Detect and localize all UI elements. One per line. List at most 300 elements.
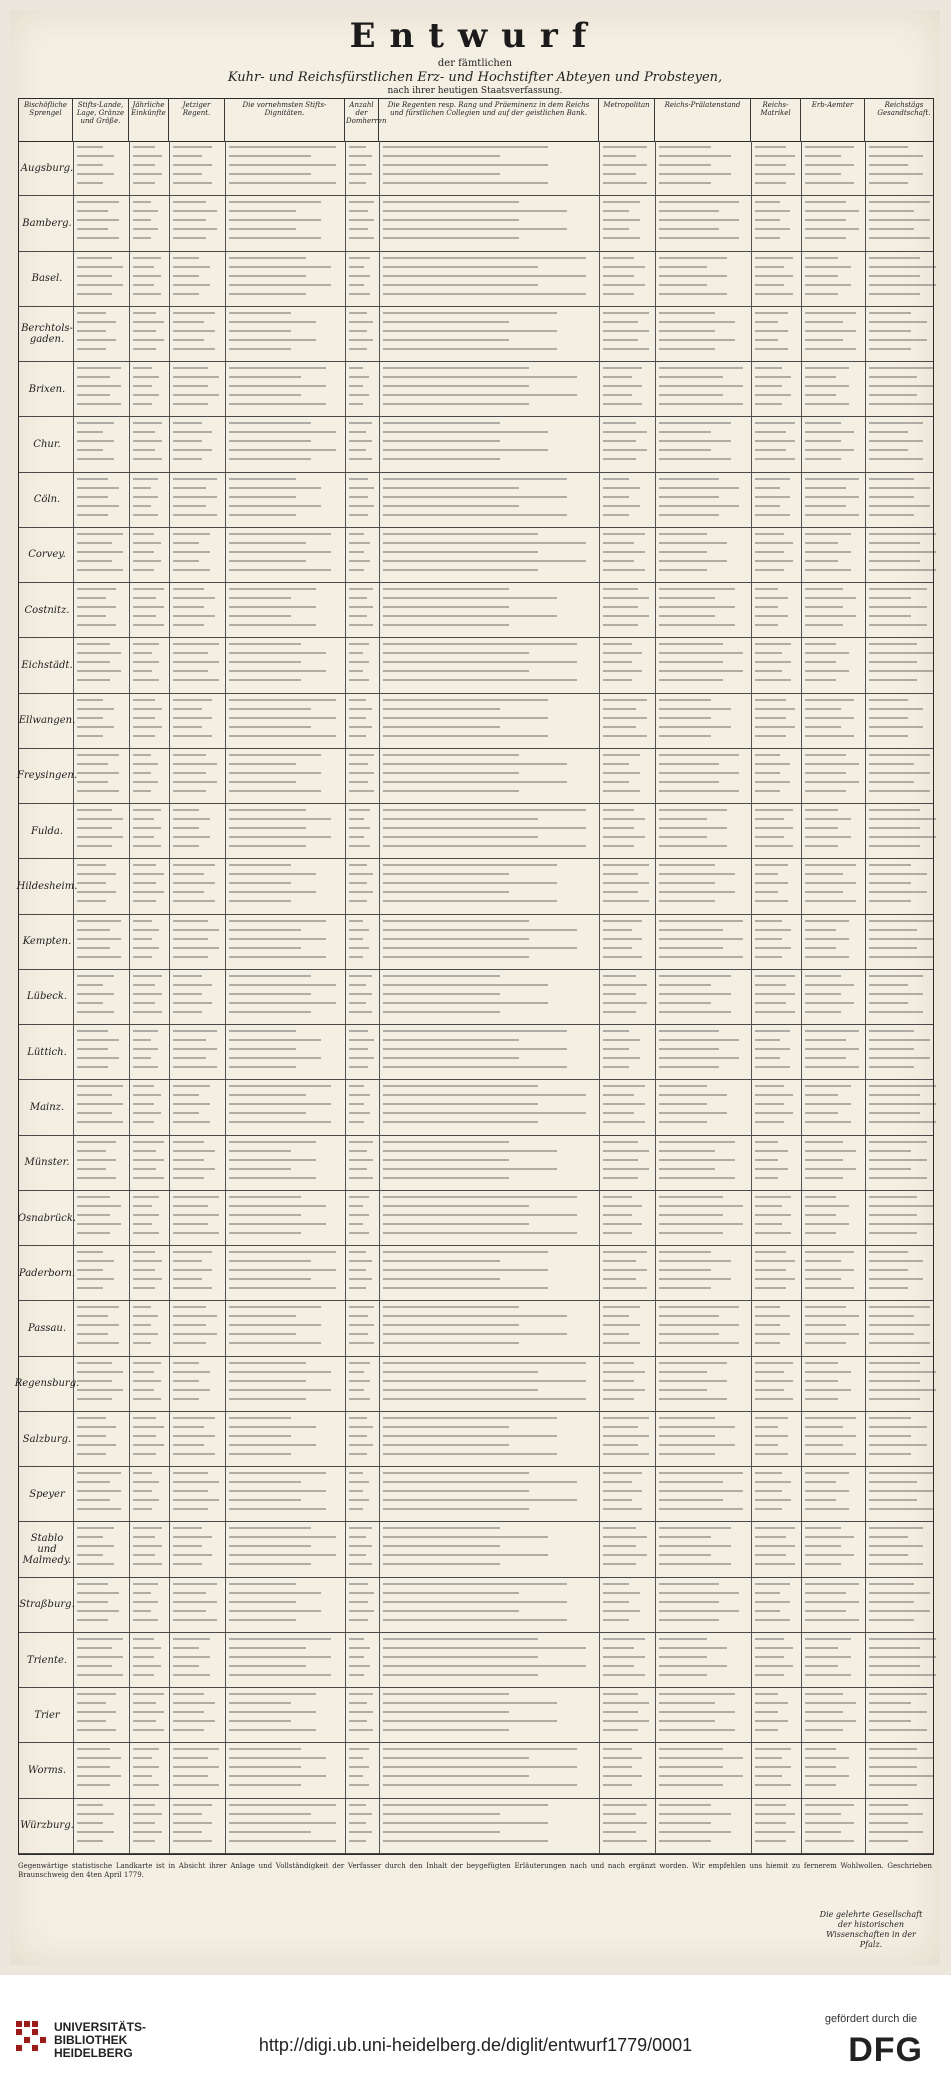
printed-text-line: [349, 661, 369, 663]
printed-text-line: [173, 542, 199, 544]
printed-text-line: [755, 533, 784, 535]
printed-text-line: [229, 1362, 306, 1364]
printed-text-line: [229, 1563, 311, 1565]
printed-text-line: [659, 1223, 743, 1225]
printed-text-line: [349, 1168, 367, 1170]
printed-text-line: [869, 1196, 917, 1198]
printed-text-line: [133, 1094, 161, 1096]
printed-text-line: [659, 1840, 711, 1842]
printed-text-line: [229, 588, 316, 590]
printed-text-line: [805, 182, 854, 184]
printed-text-line: [869, 1748, 917, 1750]
printed-text-line: [349, 542, 370, 544]
printed-text-line: [755, 1066, 790, 1068]
printed-text-line: [869, 1205, 933, 1207]
printed-text-line: [805, 900, 856, 902]
printed-text-line: [805, 1251, 854, 1253]
printed-text-line: [173, 487, 206, 489]
printed-text-line: [77, 1287, 103, 1289]
printed-text-line: [383, 1472, 529, 1474]
printed-text-line: [383, 1563, 500, 1565]
printed-text-line: [659, 699, 711, 701]
printed-text-line: [133, 1619, 158, 1621]
printed-text-line: [755, 487, 780, 489]
printed-text-line: [603, 882, 649, 884]
printed-text-line: [173, 1840, 212, 1842]
printed-text-line: [229, 219, 321, 221]
printed-text-line: [755, 1638, 784, 1640]
printed-text-line: [869, 1647, 920, 1649]
printed-text-line: [173, 560, 199, 562]
printed-text-line: [659, 947, 723, 949]
printed-text-line: [229, 1656, 331, 1658]
printed-text-line: [133, 790, 151, 792]
printed-text-line: [869, 818, 936, 820]
printed-text-line: [229, 597, 291, 599]
printed-text-line: [229, 1729, 316, 1731]
printed-text-line: [805, 1472, 849, 1474]
printed-text-line: [805, 827, 838, 829]
printed-text-line: [659, 1287, 711, 1289]
printed-text-line: [229, 542, 306, 544]
printed-text-line: [603, 947, 632, 949]
printed-text-line: [805, 1278, 841, 1280]
printed-text-line: [349, 606, 373, 608]
printed-text-line: [229, 458, 311, 460]
printed-text-line: [349, 422, 372, 424]
printed-text-line: [805, 367, 849, 369]
printed-text-line: [805, 449, 854, 451]
printed-text-line: [659, 1729, 735, 1731]
printed-text-line: [869, 284, 936, 286]
printed-text-line: [869, 1121, 936, 1123]
printed-text-line: [805, 155, 841, 157]
printed-text-line: [659, 1536, 711, 1538]
printed-text-line: [869, 643, 917, 645]
printed-text-line: [869, 956, 933, 958]
printed-text-line: [755, 1702, 788, 1704]
printed-text-line: [869, 1232, 917, 1234]
printed-text-line: [133, 1499, 159, 1501]
printed-text-line: [229, 1398, 306, 1400]
printed-text-line: [77, 1490, 121, 1492]
printed-text-line: [869, 772, 930, 774]
printed-text-line: [77, 155, 114, 157]
printed-text-line: [603, 1674, 645, 1676]
printed-text-line: [603, 1583, 629, 1585]
printed-text-line: [869, 615, 911, 617]
printed-text-line: [659, 624, 735, 626]
printed-text-line: [383, 1784, 577, 1786]
printed-text-line: [229, 1030, 296, 1032]
printed-text-line: [603, 1389, 645, 1391]
printed-text-line: [755, 330, 788, 332]
printed-text-line: [383, 146, 548, 148]
table-row: [19, 1578, 933, 1633]
row-stift-name: Würzburg.: [20, 1820, 74, 1832]
printed-text-line: [349, 1619, 368, 1621]
printed-text-line: [229, 1371, 331, 1373]
printed-text-line: [349, 1103, 364, 1105]
printed-text-line: [603, 1757, 642, 1759]
printed-text-line: [383, 643, 577, 645]
table-row: [19, 252, 933, 307]
printed-text-line: [383, 1536, 548, 1538]
printed-text-line: [77, 1508, 121, 1510]
signature: Die gelehrte Gesellschaft der historischen Wissenschaften in der Pfalz.: [819, 1910, 923, 1949]
printed-text-line: [173, 947, 219, 949]
printed-text-line: [173, 679, 219, 681]
printed-text-line: [603, 1214, 632, 1216]
printed-text-line: [755, 458, 795, 460]
table-row: [19, 638, 933, 693]
printed-text-line: [659, 487, 739, 489]
printed-text-line: [349, 1775, 363, 1777]
printed-text-line: [805, 1362, 838, 1364]
printed-text-line: [133, 1260, 162, 1262]
printed-text-line: [173, 1196, 219, 1198]
printed-text-line: [805, 376, 836, 378]
printed-text-line: [755, 790, 780, 792]
funding-note: gefördert durch die: [824, 2013, 918, 2025]
printed-text-line: [603, 449, 647, 451]
printed-text-line: [869, 836, 936, 838]
printed-text-line: [173, 1389, 210, 1391]
printed-text-line: [349, 1205, 363, 1207]
printed-text-line: [173, 182, 212, 184]
printed-text-line: [383, 1159, 509, 1161]
printed-text-line: [229, 864, 291, 866]
printed-text-line: [603, 790, 640, 792]
printed-text-line: [229, 1121, 331, 1123]
printed-text-line: [173, 1030, 217, 1032]
printed-text-line: [805, 1121, 851, 1123]
printed-text-line: [383, 1315, 567, 1317]
printed-text-line: [603, 818, 645, 820]
printed-text-line: [383, 1048, 567, 1050]
printed-text-line: [229, 228, 296, 230]
printed-text-line: [383, 1583, 567, 1585]
printed-text-line: [229, 348, 291, 350]
printed-text-line: [133, 1196, 159, 1198]
printed-text-line: [755, 1011, 795, 1013]
printed-text-line: [383, 624, 509, 626]
printed-text-line: [755, 1472, 782, 1474]
printed-text-line: [805, 818, 851, 820]
printed-text-line: [659, 1112, 727, 1114]
printed-text-line: [133, 836, 154, 838]
printed-text-line: [77, 1315, 108, 1317]
printed-text-line: [659, 1085, 707, 1087]
printed-text-line: [173, 1610, 206, 1612]
printed-text-line: [755, 542, 793, 544]
printed-text-line: [133, 708, 162, 710]
printed-text-line: [229, 1601, 296, 1603]
printed-text-line: [659, 1177, 735, 1179]
printed-text-line: [133, 1435, 156, 1437]
printed-text-line: [383, 440, 500, 442]
printed-text-line: [133, 1150, 156, 1152]
printed-text-line: [383, 487, 519, 489]
printed-text-line: [383, 1150, 557, 1152]
printed-text-line: [349, 1306, 374, 1308]
printed-text-line: [659, 1656, 707, 1658]
printed-text-line: [77, 1196, 110, 1198]
printed-text-line: [755, 1453, 788, 1455]
printed-text-line: [77, 533, 123, 535]
printed-text-line: [229, 201, 321, 203]
printed-text-line: [173, 1362, 199, 1364]
printed-text-line: [603, 1554, 647, 1556]
printed-text-line: [383, 376, 577, 378]
printed-text-line: [173, 505, 206, 507]
printed-text-line: [133, 891, 164, 893]
printed-text-line: [869, 1048, 914, 1050]
printed-text-line: [603, 864, 649, 866]
printed-text-line: [603, 478, 629, 480]
printed-text-line: [805, 1545, 841, 1547]
printed-text-line: [659, 1417, 715, 1419]
printed-text-line: [603, 1002, 647, 1004]
printed-text-line: [77, 606, 116, 608]
printed-text-line: [603, 321, 638, 323]
printed-text-line: [659, 1813, 731, 1815]
printed-text-line: [383, 182, 548, 184]
printed-text-line: [133, 929, 159, 931]
printed-text-line: [173, 652, 208, 654]
printed-text-line: [383, 478, 567, 480]
printed-text-line: [229, 1196, 301, 1198]
printed-text-line: [173, 1757, 208, 1759]
printed-text-line: [133, 781, 158, 783]
printed-text-line: [755, 661, 791, 663]
printed-text-line: [383, 882, 557, 884]
printed-text-line: [77, 275, 112, 277]
printed-text-line: [659, 1757, 743, 1759]
printed-text-line: [349, 1665, 370, 1667]
printed-text-line: [869, 1656, 936, 1658]
document-subtitle-1: der fämtlichen: [437, 58, 513, 69]
printed-text-line: [349, 891, 373, 893]
printed-text-line: [77, 560, 112, 562]
printed-text-line: [133, 478, 158, 480]
printed-text-line: [77, 1720, 106, 1722]
printed-text-line: [805, 1665, 838, 1667]
printed-text-line: [805, 1499, 836, 1501]
printed-text-line: [229, 1260, 311, 1262]
printed-text-line: [755, 339, 778, 341]
printed-text-line: [349, 1150, 367, 1152]
dfg-logo[interactable]: DFG: [848, 2031, 923, 2069]
printed-text-line: [133, 615, 156, 617]
printed-text-line: [77, 542, 112, 544]
printed-text-line: [349, 1527, 372, 1529]
printed-text-line: [229, 1287, 336, 1289]
printed-text-line: [349, 1398, 370, 1400]
printed-text-line: [383, 1066, 567, 1068]
printed-text-line: [77, 1444, 116, 1446]
printed-text-line: [383, 1822, 548, 1824]
logo-line-3: HEIDELBERG: [54, 2046, 133, 2060]
printed-text-line: [383, 1711, 509, 1713]
document-title: Entwurf: [349, 16, 601, 56]
printed-text-line: [603, 1223, 642, 1225]
printed-text-line: [133, 1426, 164, 1428]
row-stift-name: Paderborn.: [18, 1267, 76, 1279]
printed-text-line: [229, 284, 331, 286]
printed-text-line: [805, 1481, 836, 1483]
printed-text-line: [755, 284, 784, 286]
printed-text-line: [603, 1748, 632, 1750]
printed-text-line: [755, 1232, 791, 1234]
printed-text-line: [173, 624, 204, 626]
printed-text-line: [603, 1085, 645, 1087]
printed-text-line: [603, 1822, 647, 1824]
printed-text-line: [603, 708, 636, 710]
printed-text-line: [869, 1583, 914, 1585]
printed-text-line: [603, 1159, 638, 1161]
row-stift-name: Bamberg.: [22, 217, 72, 229]
printed-text-line: [229, 1481, 301, 1483]
printed-text-line: [383, 1693, 509, 1695]
printed-text-line: [805, 228, 859, 230]
printed-text-line: [755, 1527, 795, 1529]
row-stift-name: Berchtols-gaden.: [21, 322, 73, 345]
printed-text-line: [349, 339, 373, 341]
printed-text-line: [659, 1324, 739, 1326]
printed-text-line: [603, 1453, 649, 1455]
printed-text-line: [383, 615, 557, 617]
printed-text-line: [755, 1085, 784, 1087]
printed-text-line: [755, 173, 795, 175]
printed-text-line: [383, 1453, 557, 1455]
printed-text-line: [383, 1269, 548, 1271]
printed-text-line: [869, 376, 917, 378]
printed-text-line: [133, 1371, 154, 1373]
permalink-url[interactable]: http://digi.ub.uni-heidelberg.de/diglit/entwurf1779/0001: [258, 2035, 693, 2055]
printed-text-line: [869, 266, 936, 268]
printed-text-line: [229, 1766, 301, 1768]
printed-text-line: [349, 173, 372, 175]
printed-text-line: [603, 431, 647, 433]
printed-text-line: [77, 763, 108, 765]
printed-text-line: [659, 920, 743, 922]
table-row: [19, 749, 933, 804]
printed-text-line: [77, 1674, 123, 1676]
printed-text-line: [133, 1306, 151, 1308]
printed-text-line: [805, 920, 849, 922]
printed-text-line: [755, 624, 778, 626]
printed-text-line: [603, 643, 632, 645]
printed-text-line: [349, 1592, 374, 1594]
printed-text-line: [229, 1472, 326, 1474]
printed-text-line: [77, 1435, 106, 1437]
printed-text-line: [869, 1720, 911, 1722]
printed-text-line: [869, 975, 923, 977]
printed-text-line: [869, 1398, 920, 1400]
printed-text-line: [133, 1804, 155, 1806]
printed-text-line: [349, 1287, 366, 1289]
printed-text-line: [755, 643, 791, 645]
printed-text-line: [659, 1601, 719, 1603]
printed-text-line: [805, 1435, 856, 1437]
printed-text-line: [173, 818, 210, 820]
printed-text-line: [77, 219, 119, 221]
printed-text-line: [349, 679, 369, 681]
printed-text-line: [659, 929, 723, 931]
printed-text-line: [349, 1011, 372, 1013]
printed-text-line: [173, 1141, 204, 1143]
printed-text-line: [173, 836, 210, 838]
printed-text-line: [869, 1057, 930, 1059]
table-row: [19, 1799, 933, 1854]
printed-text-line: [869, 422, 923, 424]
printed-text-line: [349, 699, 366, 701]
printed-text-line: [659, 266, 707, 268]
printed-text-line: [869, 1342, 930, 1344]
printed-text-line: [869, 348, 911, 350]
printed-text-line: [133, 367, 152, 369]
printed-text-line: [805, 1766, 836, 1768]
printed-text-line: [383, 551, 538, 553]
printed-text-line: [229, 1039, 321, 1041]
printed-text-line: [805, 201, 846, 203]
printed-text-line: [349, 1702, 367, 1704]
printed-text-line: [869, 1214, 917, 1216]
printed-text-line: [77, 1150, 106, 1152]
printed-text-line: [659, 422, 731, 424]
header-column: Jährliche Einkünfte: [129, 99, 169, 141]
table-row: [19, 196, 933, 251]
printed-text-line: [133, 938, 152, 940]
printed-text-line: [383, 661, 577, 663]
printed-text-line: [173, 1398, 199, 1400]
printed-text-line: [133, 1583, 158, 1585]
printed-text-line: [603, 781, 629, 783]
printed-text-line: [869, 1665, 920, 1667]
printed-text-line: [659, 1333, 719, 1335]
printed-text-line: [173, 1729, 204, 1731]
printed-text-line: [805, 312, 856, 314]
printed-text-line: [755, 956, 782, 958]
printed-text-line: [755, 1711, 778, 1713]
table-row: [19, 1633, 933, 1688]
printed-text-line: [755, 1214, 791, 1216]
printed-text-line: [173, 1435, 215, 1437]
printed-text-line: [229, 1499, 301, 1501]
printed-text-line: [133, 1481, 159, 1483]
printed-text-line: [349, 385, 363, 387]
printed-text-line: [349, 1315, 368, 1317]
printed-text-line: [173, 458, 202, 460]
printed-text-line: [229, 1831, 311, 1833]
printed-text-line: [755, 763, 790, 765]
printed-text-line: [869, 569, 936, 571]
printed-text-line: [77, 284, 123, 286]
printed-text-line: [659, 1306, 739, 1308]
printed-text-line: [133, 533, 154, 535]
printed-text-line: [229, 754, 321, 756]
printed-text-line: [659, 1011, 731, 1013]
printed-text-line: [659, 1214, 723, 1216]
printed-text-line: [77, 652, 121, 654]
printed-text-line: [805, 993, 841, 995]
printed-text-line: [349, 1784, 369, 1786]
printed-text-line: [77, 496, 108, 498]
printed-text-line: [659, 1057, 739, 1059]
printed-text-line: [869, 920, 933, 922]
printed-text-line: [383, 1306, 519, 1308]
